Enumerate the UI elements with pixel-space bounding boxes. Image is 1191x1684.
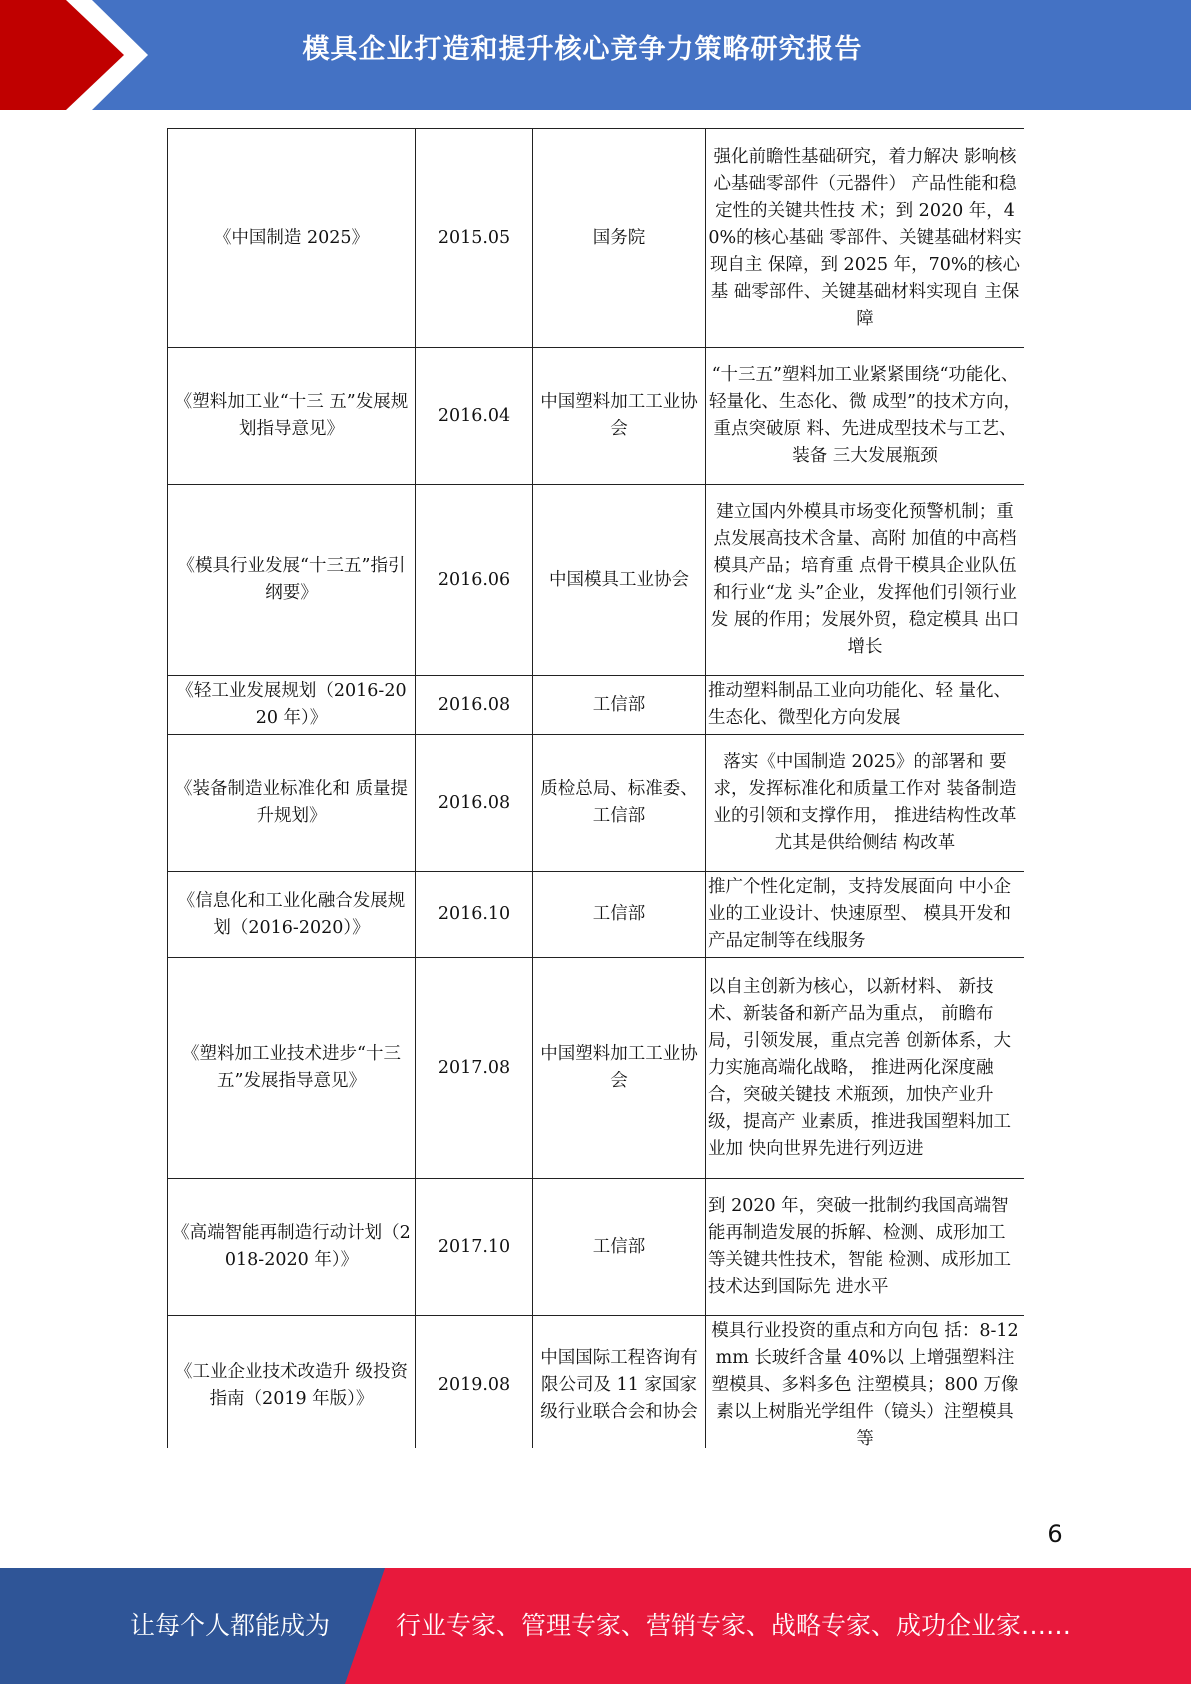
policy-name-cell: 《中国制造 2025》 [168, 129, 416, 348]
footer-slogan-right: 行业专家、管理专家、营销专家、战略专家、成功企业家…… [396, 1611, 1072, 1640]
policy-issuer-cell: 质检总局、标准委、工信部 [533, 735, 706, 872]
policy-date-cell: 2016.08 [416, 735, 533, 872]
policy-date-cell: 2016.08 [416, 676, 533, 735]
policy-content-cell: 推广个性化定制，支持发展面向 中小企业的工业设计、快速原型、 模具开发和产品定制等在线服务 [706, 872, 1025, 958]
table-row [168, 676, 1025, 735]
page-footer [0, 1568, 1191, 1684]
policy-date-cell: 2019.08 [416, 1316, 533, 1449]
policy-date-cell: 2017.08 [416, 958, 533, 1179]
table-row [168, 485, 1025, 676]
policy-content-cell: 强化前瞻性基础研究，着力解决 影响核心基础零部件（元器件） 产品性能和稳定性的关键共性技 术；到 2020 年，40%的核心基础 零部件、关键基础材料实现自主 保障，到 2025 年，70%的核心基 础零部件、关键基础材料实现自 主保障 [706, 129, 1025, 348]
page-header [0, 0, 1191, 110]
policy-issuer-cell: 工信部 [533, 872, 706, 958]
policy-date-cell: 2017.10 [416, 1179, 533, 1316]
policy-issuer-cell: 中国模具工业协会 [533, 485, 706, 676]
policy-content-cell: “十三五”塑料加工业紧紧围绕“功能化、轻量化、生态化、微 成型”的技术方向，重点突破原 料、先进成型技术与工艺、装备 三大发展瓶颈 [706, 348, 1025, 485]
policy-name-cell: 《模具行业发展“十三五”指引纲要》 [168, 485, 416, 676]
table-row [168, 1316, 1025, 1449]
policy-name-cell: 《塑料加工业“十三 五”发展规划指导意见》 [168, 348, 416, 485]
policy-name-cell: 《轻工业发展规划（2016-2020 年）》 [168, 676, 416, 735]
policy-date-cell: 2015.05 [416, 129, 533, 348]
policy-table [167, 128, 1024, 1448]
policy-issuer-cell: 工信部 [533, 1179, 706, 1316]
policy-content-cell: 模具行业投资的重点和方向包 括：8-12mm 长玻纤含量 40%以 上增强塑料注塑模具、多料多色 注塑模具；800 万像素以上树脂光学组件（镜头）注塑模具等 [706, 1316, 1025, 1449]
page-number: 6 [1047, 1520, 1063, 1548]
policy-issuer-cell: 工信部 [533, 676, 706, 735]
table-row [168, 958, 1025, 1179]
policy-name-cell: 《工业企业技术改造升 级投资指南（2019 年版）》 [168, 1316, 416, 1449]
policy-name-cell: 《高端智能再制造行动计划（2018-2020 年）》 [168, 1179, 416, 1316]
policy-content-cell: 推动塑料制品工业向功能化、轻 量化、生态化、微型化方向发展 [706, 676, 1025, 735]
policy-issuer-cell: 国务院 [533, 129, 706, 348]
policy-date-cell: 2016.10 [416, 872, 533, 958]
report-title [210, 0, 1171, 100]
policy-date-cell: 2016.04 [416, 348, 533, 485]
policy-content-cell: 以自主创新为核心，以新材料、 新技术、新装备和新产品为重点， 前瞻布局，引领发展，重点完善 创新体系，大力实施高端化战略， 推进两化深度融合，突破关键技 术瓶颈，加快产业升级，提高产 业素质，推进我国塑料加工业加 快向世界先进行列迈进 [706, 958, 1025, 1179]
policy-issuer-cell: 中国塑料加工工业协会 [533, 348, 706, 485]
table-row [168, 348, 1025, 485]
header-arrow-icon [0, 0, 160, 110]
policy-content-cell: 到 2020 年，突破一批制约我国高端智能再制造发展的拆解、检测、成形加工等关键共性技术，智能 检测、成形加工技术达到国际先 进水平 [706, 1179, 1025, 1316]
policy-content-cell: 落实《中国制造 2025》的部署和 要求，发挥标准化和质量工作对 装备制造业的引领和支撑作用， 推进结构性改革尤其是供给侧结 构改革 [706, 735, 1025, 872]
footer-slogan-left: 让每个人都能成为 [130, 1611, 331, 1640]
policy-name-cell: 《塑料加工业技术进步“十三五”发展指导意见》 [168, 958, 416, 1179]
policy-content-cell: 建立国内外模具市场变化预警机制；重点发展高技术含量、高附 加值的中高档模具产品；培育重 点骨干模具企业队伍和行业“龙 头”企业，发挥他们引领行业发 展的作用；发展外贸，稳定模具 出口增长 [706, 485, 1025, 676]
policy-name-cell: 《装备制造业标准化和 质量提升规划》 [168, 735, 416, 872]
table-row [168, 1179, 1025, 1316]
policy-issuer-cell: 中国塑料加工工业协会 [533, 958, 706, 1179]
policy-name-cell: 《信息化和工业化融合发展规划（2016-2020）》 [168, 872, 416, 958]
policy-table-container [167, 128, 1024, 1448]
table-row [168, 129, 1025, 348]
table-row [168, 735, 1025, 872]
policy-date-cell: 2016.06 [416, 485, 533, 676]
report-title-text: 模具企业打造和提升核心竞争力策略研究报告 [302, 34, 863, 65]
table-row [168, 872, 1025, 958]
policy-issuer-cell: 中国国际工程咨询有限公司及 11 家国家级行业联合会和协会 [533, 1316, 706, 1449]
